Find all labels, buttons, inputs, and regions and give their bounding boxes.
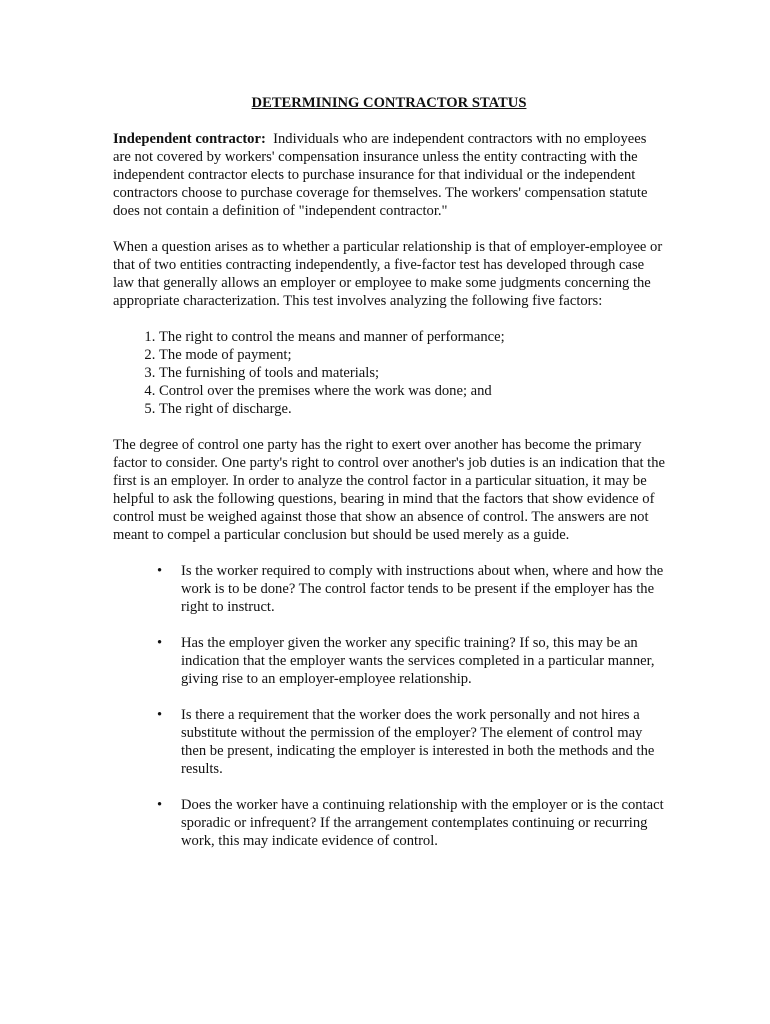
factors-list <box>113 328 665 418</box>
list-item <box>157 562 665 616</box>
list-item: 3. The furnishing of tools and materials; <box>159 364 665 382</box>
bullet-icon: • <box>157 797 163 813</box>
list-item: 4. Control over the premises where the work was done; and <box>159 382 665 400</box>
list-item <box>157 634 665 688</box>
bullet-icon: • <box>157 635 163 651</box>
bullet-icon: • <box>157 563 163 579</box>
intro-text: Individuals who are independent contractors with no employees are not covered by workers' compensation insurance unless the entity contracting with the independent contractor elects to purchase insurance for that individual or the independent contractors choose to purchase coverage for themselves. The workers' compensation statute does not contain a definition of "independent contractor." <box>113 131 648 219</box>
list-item <box>157 796 665 850</box>
list-item: 1. The right to control the means and manner of performance; <box>159 328 665 346</box>
question-text: Has the employer given the worker any specific training? If so, this may be an indication that the employer wants the services completed in a particular manner, giving rise to an employer-employee relationship. <box>181 635 655 687</box>
list-item: 2. The mode of payment; <box>159 346 665 364</box>
question-text: Is there a requirement that the worker does the work personally and not hires a substitute without the permission of the employer? The element of control may then be present, indicating the employer is interested in both the methods and the results. <box>181 707 655 777</box>
intro-paragraph <box>113 130 665 220</box>
intro-lead: Independent contractor: <box>113 131 266 147</box>
five-factor-paragraph: When a question arises as to whether a particular relationship is that of employer-employee or that of two entities contracting independently, a five-factor test has developed through case law that generally allows an employer or employee to make some judgments concerning the appropriate characterization. This test involves analyzing the following five factors: <box>113 239 663 309</box>
control-paragraph: The degree of control one party has the right to exert over another has become the primary factor to consider. One party's right to control over another's job duties is an indication that the first is an employer. In order to analyze the control factor in a particular situation, it may be helpful to ask the following questions, bearing in mind that the factors that show evidence of control must be weighed against those that show an absence of control. The answers are not meant to compel a particular conclusion but should be used merely as a guide. <box>113 437 665 543</box>
list-item <box>157 706 665 778</box>
questions-list <box>113 562 665 850</box>
document-page <box>113 94 665 868</box>
question-text: Does the worker have a continuing relationship with the employer or is the contact sporadic or infrequent? If the arrangement contemplates continuing or recurring work, this may indicate evidence of control. <box>181 797 664 849</box>
bullet-icon: • <box>157 707 163 723</box>
document-title: DETERMINING CONTRACTOR STATUS <box>251 95 527 111</box>
list-item: 5. The right of discharge. <box>159 400 665 418</box>
question-text: Is the worker required to comply with instructions about when, where and how the work is to be done? The control factor tends to be present if the employer has the right to instruct. <box>181 563 664 615</box>
